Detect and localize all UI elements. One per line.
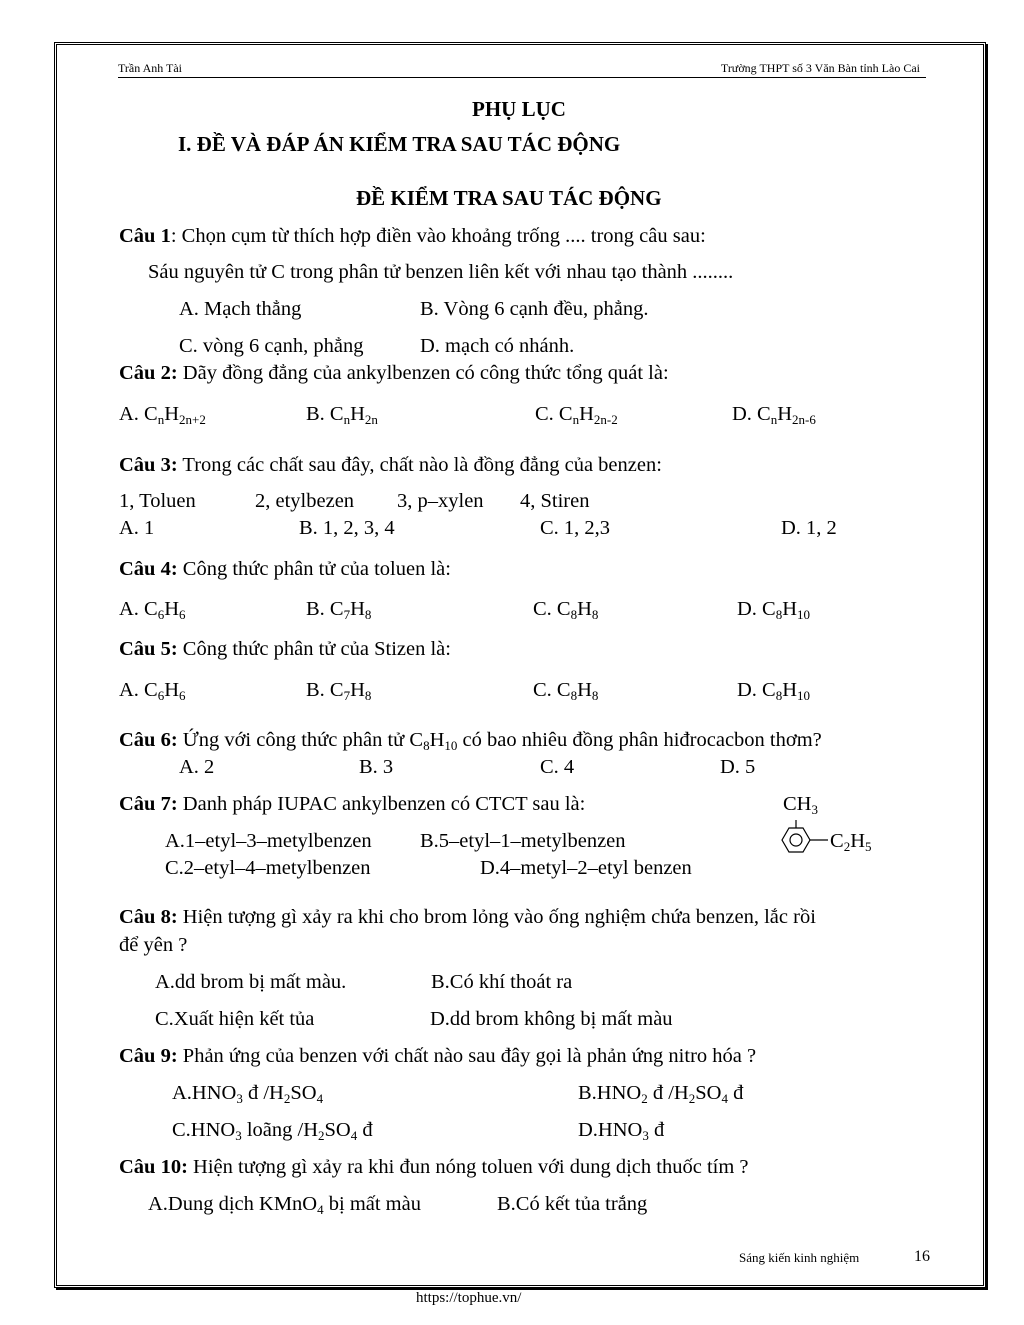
- c2h5-label: $C_2H_5$: [830, 830, 872, 854]
- q4-option-b: B. $C_7H_8$: [306, 598, 372, 622]
- q1-option-b: B. Vòng 6 cạnh đều, phẳng.: [420, 298, 649, 320]
- test-title: ĐỀ KIỂM TRA SAU TÁC ĐỘNG: [356, 186, 662, 210]
- question-1: Câu 1: Chọn cụm từ thích hợp điền vào khoảng trống .... trong câu sau:: [119, 225, 706, 247]
- question-7: Câu 7: Danh pháp IUPAC ankylbenzen có CTCT sau là:: [119, 793, 586, 815]
- header-rule: [118, 77, 926, 78]
- header-school: Trường THPT số 3 Văn Bàn tỉnh Lào Cai: [720, 61, 920, 75]
- q7-option-d: D.4–metyl–2–etyl benzen: [480, 857, 692, 879]
- q7-option-b: B.5–etyl–1–metylbenzen: [420, 830, 626, 852]
- question-6: Câu 6: Ứng với công thức phân tử $C_8H_{10}$ có bao nhiêu đồng phân hiđrocacbon thơm?: [119, 729, 822, 753]
- q8-option-d: D.dd brom không bị mất màu: [430, 1008, 673, 1030]
- q3-item-2: 2, etylbezen: [255, 490, 355, 512]
- question-4: Câu 4: Công thức phân tử của toluen là:: [119, 558, 451, 580]
- section-title: I. ĐỀ VÀ ĐÁP ÁN KIỂM TRA SAU TÁC ĐỘNG: [178, 132, 621, 156]
- q2-option-d: D. $C_nH_{2n-6}$: [732, 403, 816, 427]
- q8-option-a: A.dd brom bị mất màu.: [155, 971, 347, 993]
- question-8: Câu 8: Hiện tượng gì xảy ra khi cho brom lỏng vào ống nghiệm chứa benzen, lắc rồi: [119, 906, 816, 928]
- q6-option-b: B. 3: [359, 756, 394, 778]
- q5-option-d: D. $C_8H_{10}$: [737, 679, 811, 703]
- question-2: Câu 2: Dãy đồng đẳng của ankylbenzen có công thức tổng quát là:: [119, 362, 669, 384]
- page-number: 16: [914, 1248, 930, 1265]
- footer-url[interactable]: https://tophue.vn/: [416, 1290, 522, 1306]
- question-10: Câu 10: Hiện tượng gì xảy ra khi đun nóng toluen với dung dịch thuốc tím ?: [119, 1156, 749, 1178]
- q3-item-1: 1, Toluen: [119, 490, 196, 512]
- q10-option-a: A.Dung dịch KMnO$_4$ bị mất màu: [148, 1193, 421, 1217]
- q2-option-b: B. $C_nH_{2n}$: [306, 403, 378, 427]
- q5-option-c: C. $C_8H_8$: [533, 679, 599, 703]
- q9-option-b: $B.HNO_2$ đ $/H_2SO_4$ đ: [578, 1082, 744, 1106]
- q2-option-c: C. $C_nH_{2n-2}$: [535, 403, 618, 427]
- q4-option-d: D. $C_8H_{10}$: [737, 598, 811, 622]
- q9-option-c: $C.HNO_3$ loãng $/H_2SO_4$ đ: [172, 1119, 373, 1143]
- q1-option-d: D. mạch có nhánh.: [420, 335, 575, 357]
- q4-option-a: A. $C_6H_6$: [119, 598, 186, 622]
- q6-option-c: C. 4: [540, 756, 575, 778]
- ch3-label: $CH_3$: [783, 793, 818, 817]
- q6-option-d: D. 5: [720, 756, 756, 778]
- question-8-cont: để yên ?: [119, 934, 188, 956]
- q3-item-4: 4, Stiren: [520, 490, 590, 512]
- question-1-sentence: Sáu nguyên tử C trong phân tử benzen liên kết với nhau tạo thành ........: [148, 261, 734, 283]
- q9-option-d: $D.HNO_3$ đ: [578, 1119, 665, 1143]
- q5-option-b: B. $C_7H_8$: [306, 679, 372, 703]
- q3-item-3: 3, p–xylen: [397, 490, 484, 512]
- q7-option-a: A.1–etyl–3–metylbenzen: [165, 830, 372, 852]
- q3-option-a: A. 1: [119, 517, 155, 539]
- q3-option-b: B. 1, 2, 3, 4: [299, 517, 395, 539]
- q10-option-b: B.Có kết tủa trắng: [497, 1193, 648, 1215]
- appendix-title: PHỤ LỤC: [472, 97, 566, 121]
- question-9: Câu 9: Phản ứng của benzen với chất nào sau đây gọi là phản ứng nitro hóa ?: [119, 1045, 757, 1067]
- q3-option-c: C. 1, 2,3: [540, 517, 611, 539]
- q9-option-a: $A.HNO_3$ đ $/H_2SO_4$: [172, 1082, 324, 1106]
- q5-option-a: A. $C_6H_6$: [119, 679, 186, 703]
- q2-option-a: A. $C_nH_{2n+2}$: [119, 403, 206, 427]
- header-author: Trần Anh Tài: [118, 61, 183, 75]
- q4-option-c: C. $C_8H_8$: [533, 598, 599, 622]
- q6-option-a: A. 2: [179, 756, 215, 778]
- q1-option-c: C. vòng 6 cạnh, phẳng: [179, 335, 364, 357]
- q1-option-a: A. Mạch thẳng: [179, 298, 302, 320]
- q7-option-c: C.2–etyl–4–metylbenzen: [165, 857, 371, 879]
- question-5: Câu 5: Công thức phân tử của Stizen là:: [119, 638, 451, 660]
- question-3: Câu 3: Trong các chất sau đây, chất nào là đồng đẳng của benzen:: [119, 454, 662, 476]
- q8-option-c: C.Xuất hiện kết tủa: [155, 1008, 315, 1030]
- q8-option-b: B.Có khí thoát ra: [431, 971, 573, 993]
- benzene-ring-icon: [772, 820, 832, 860]
- q3-option-d: D. 1, 2: [781, 517, 837, 539]
- footer-label: Sáng kiến kinh nghiệm: [739, 1250, 860, 1265]
